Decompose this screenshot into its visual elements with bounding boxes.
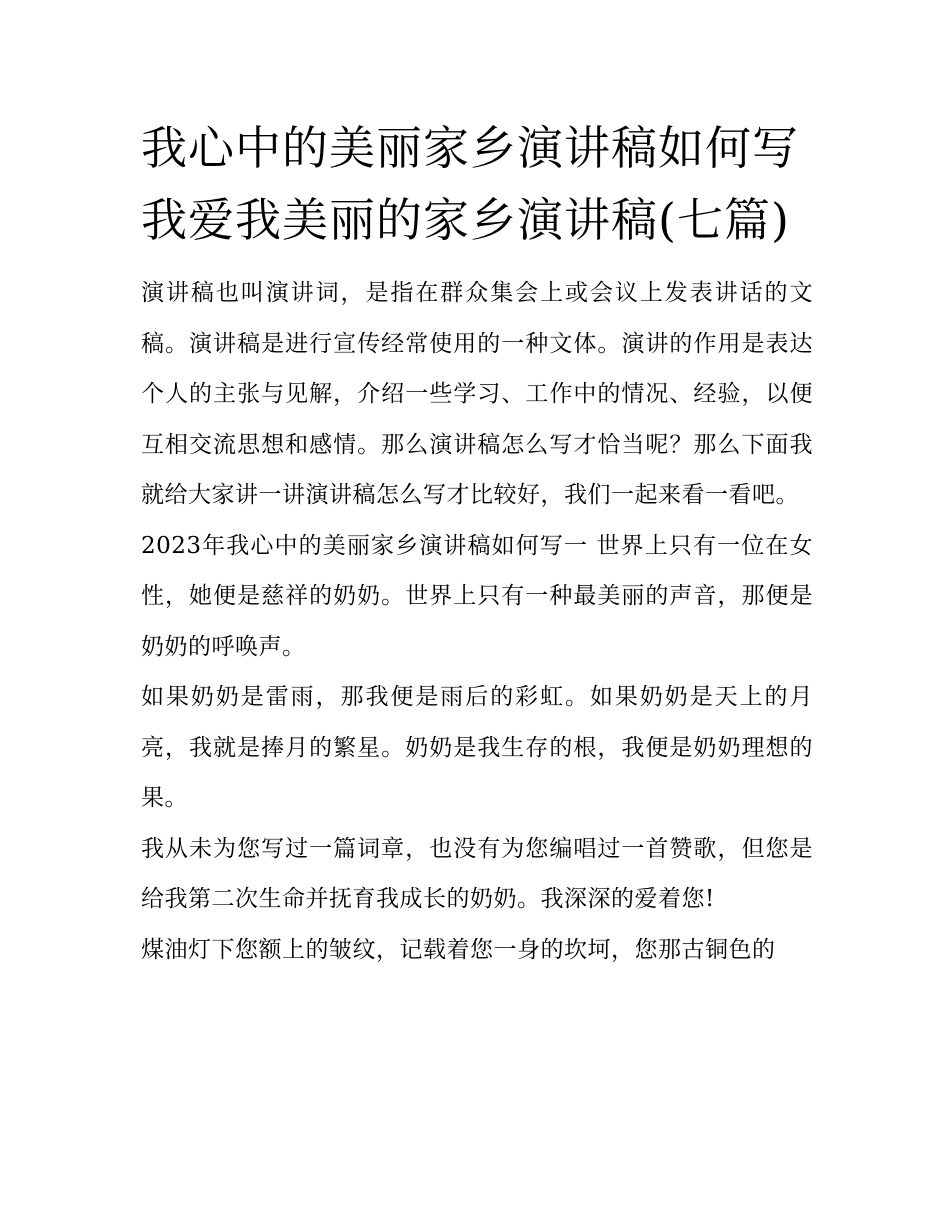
document-page [141,112,813,975]
paragraph-3: 我从未为您写过一篇词章，也没有为您编唱过一首赞歌，但您是给我第二次生命并抚育我成长的奶奶。我深深的爱着您! [141,835,813,912]
document-title: 我心中的美丽家乡演讲稿如何写 我爱我美丽的家乡演讲稿(七篇) [141,121,799,247]
paragraph-intro: 演讲稿也叫演讲词，是指在群众集会上或会议上发表讲话的文稿。演讲稿是进行宣传经常使用的一种文体。演讲的作用是表达个人的主张与见解，介绍一些学习、工作中的情况、经验，以便互相交流思想和感情。那么演讲稿怎么写才恰当呢？那么下面我就给大家讲一讲演讲稿怎么写才比较好，我们一起来看一看吧。 [141,280,813,508]
paragraph-4: 煤油灯下您额上的皱纹，记载着您一身的坎坷，您那古铜色的 [141,936,776,963]
paragraph-2: 如果奶奶是雷雨，那我便是雨后的彩虹。如果奶奶是天上的月亮，我就是捧月的繁星。奶奶是我生存的根，我便是奶奶理想的果。 [141,684,813,811]
paragraph-1: 2023年我心中的美丽家乡演讲稿如何写一 世界上只有一位在女性，她便是慈祥的奶奶。世界上只有一种最美丽的声音，那便是奶奶的呼唤声。 [141,532,813,660]
